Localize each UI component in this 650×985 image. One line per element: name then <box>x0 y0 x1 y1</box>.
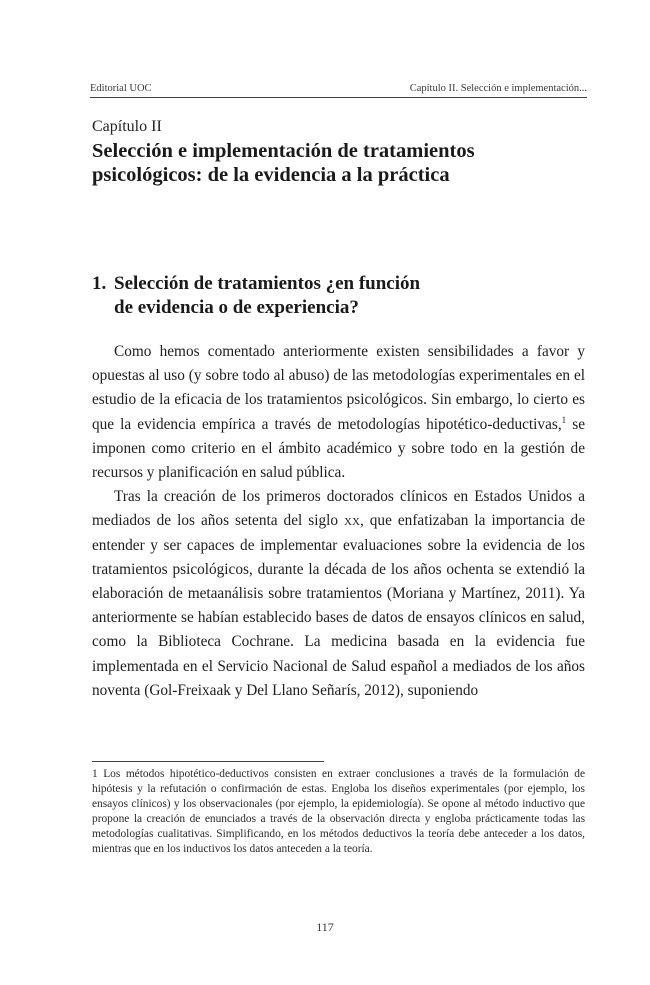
chapter-title-line2: psicológicos: de la evidencia a la práctica <box>92 164 450 186</box>
footnote-reference[interactable]: 1 <box>561 414 567 425</box>
footnote-divider <box>92 761 324 762</box>
paragraph-2-part2: , que enfatizaban la importancia de entender y ser capaces de implementar evaluaciones sobre la evidencia de los tratamientos psicológicos, durante la década de los años ochenta se extendió la elaboración de metaanálisis sobre tratamientos (Moriana y Martínez, 2011). Ya anteriormente se habían establecido bases de datos de ensayos clínicos en salud, como la Biblioteca Cochrane. La medicina basada en la evidencia fue implementada en el Servicio Nacional de Salud español a mediados de los años noventa (Gol-Freixaak y Del Llano Señarís, 2012), suponiendo <box>92 512 585 699</box>
section-title-line1: Selección de tratamientos ¿en función <box>114 273 421 294</box>
section-title-line2: de evidencia o de experiencia? <box>114 297 359 318</box>
paragraph-2 <box>92 485 585 703</box>
footnote <box>92 767 585 858</box>
section-title <box>114 272 572 320</box>
body-text <box>92 340 585 703</box>
footnote-number: 1 <box>92 768 98 780</box>
chapter-title-line1: Selección e implementación de tratamientos <box>92 140 475 162</box>
paragraph-1-part1: Como hemos comentado anteriormente existen sensibilidades a favor y opuestas al uso (y sobre todo al abuso) de las metodologías experimentales en el estudio de la eficacia de los tratamientos psicológicos. Sin embargo, lo cierto es que la evidencia empírica a través de metodologías hipotético-deductivas, <box>92 343 585 433</box>
header-running-title: Capítulo II. Selección e implementación... <box>409 83 587 94</box>
paragraph-1 <box>92 340 585 485</box>
chapter-title <box>92 139 592 187</box>
section-number: 1. <box>92 273 107 294</box>
section-heading <box>92 272 572 320</box>
page-number: 117 <box>316 920 334 934</box>
paragraph-1-part2: se imponen como criterio en el ámbito académico y sobre todo en la gestión de recursos y planificación en salud pública. <box>92 415 585 482</box>
running-header <box>90 83 587 98</box>
paragraph-2-part1: Tras la creación de los primeros doctorados clínicos en Estados Unidos a mediados de los años setenta del siglo <box>92 488 585 530</box>
chapter-label: Capítulo II <box>92 118 162 135</box>
header-publisher: Editorial UOC <box>90 83 152 94</box>
footnote-text: Los métodos hipotético-deductivos consisten en extraer conclusiones a través de la formulación de hipótesis y la refutación o confirmación de estas. Engloba los diseños experimentales (por ejemplo, los ensayos clínicos) y los observacionales (por ejemplo, la epidemiología). Se opone al método inductivo que propone la creación de enunciados a través de la observación directa y engloba prácticamente todas las metodologías cualitativas. Simplificando, en los métodos deductivos la teoría debe anteceder a los datos, mientras que en los inductivos los datos anteceden a la teoría. <box>92 768 585 856</box>
century-numeral: xx <box>344 512 360 530</box>
